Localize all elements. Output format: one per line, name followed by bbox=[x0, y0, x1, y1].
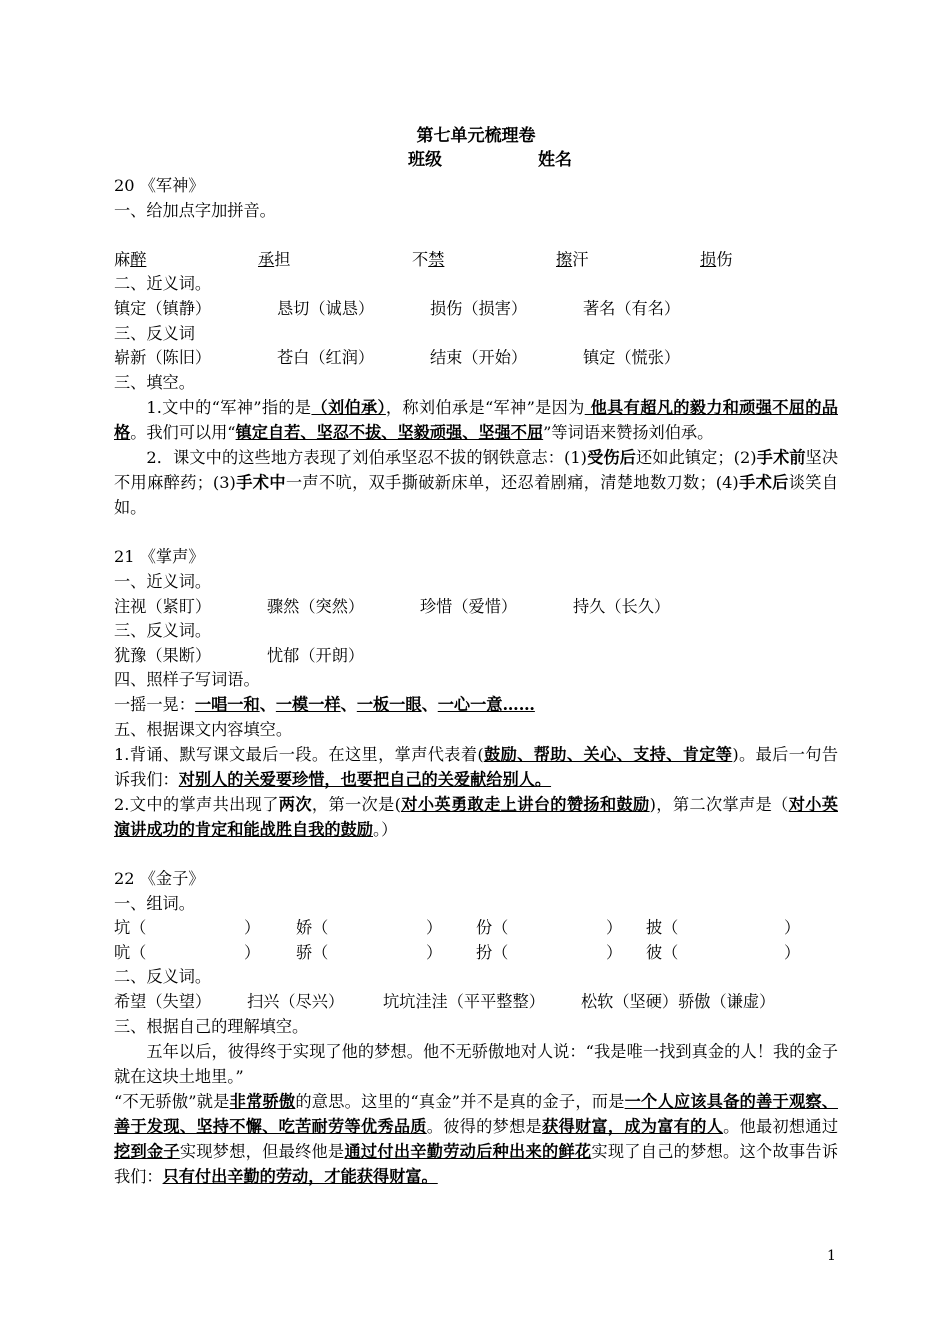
l21-section-antonyms: 三、反义词。 bbox=[114, 621, 212, 641]
l20-section-antonyms: 三、反义词 bbox=[114, 323, 195, 343]
l21-section-pattern: 四、照样子写词语。 bbox=[114, 670, 260, 690]
antonym-pair: 苍白（红润） bbox=[277, 348, 375, 368]
l20-synonyms-row bbox=[114, 297, 838, 322]
synonym-pair: 持久（长久） bbox=[573, 596, 671, 616]
synonym-pair: 珍惜（爱惜） bbox=[420, 596, 518, 616]
answer: 受伤后 bbox=[587, 448, 636, 468]
word-char: 扮（ bbox=[476, 942, 509, 962]
l20-section-synonyms: 二、近义词。 bbox=[114, 274, 212, 294]
l22-section-words: 一、组词。 bbox=[114, 893, 195, 913]
answer: 鼓励、帮助、关心、支持、肯定等 bbox=[483, 745, 733, 765]
antonym-pair: 崭新（陈旧） bbox=[114, 348, 212, 368]
lesson-22-heading: 22 《金子》 bbox=[114, 869, 205, 889]
l22-word-row-1: 坑（ ） 娇（ ） 份（ ） 披（ ） bbox=[114, 916, 838, 941]
answer: 获得财富，成为富有的人 bbox=[542, 1117, 724, 1137]
l22-section-antonyms: 二、反义词。 bbox=[114, 967, 212, 987]
pinyin-word: 擦汗 bbox=[556, 249, 589, 269]
antonym-pair: 镇定（慌张） bbox=[583, 348, 681, 368]
answer: 对小英勇敢走上讲台的赞扬和鼓励 bbox=[400, 795, 650, 815]
l21-question-1: 1.背诵、默写课文最后一段。在这里，掌声代表着(鼓励、帮助、关心、支持、肯定等)。最后一句告诉我们：对别人的关爱要珍惜，也要把自己的关爱献给别人。 bbox=[114, 745, 839, 790]
answer: 手术前 bbox=[756, 448, 806, 468]
answer: 两次 bbox=[278, 795, 312, 815]
word-char: 披（ bbox=[646, 918, 679, 938]
answer: （刘伯承） bbox=[311, 398, 386, 418]
word-char: 彼（ bbox=[646, 942, 679, 962]
answer: 通过付出辛勤劳动后种出来的鲜花 bbox=[344, 1142, 592, 1162]
class-label: 班级 bbox=[408, 150, 442, 170]
synonym-pair: 著名（有名） bbox=[583, 298, 681, 318]
l22-section-fill: 三、根据自己的理解填空。 bbox=[114, 1016, 309, 1036]
l21-synonyms-row bbox=[114, 595, 838, 620]
l20-pinyin-row bbox=[114, 248, 838, 273]
l21-antonyms-row bbox=[114, 644, 838, 669]
antonym-pair: 松软（坚硬）骄傲（谦虚） bbox=[581, 992, 776, 1012]
pinyin-word: 承担 bbox=[258, 249, 291, 269]
answer: 一唱一和 bbox=[194, 694, 260, 714]
lesson-21-heading: 21 《掌声》 bbox=[114, 547, 205, 567]
l20-question-1: 1.文中的“军神”指的是（刘伯承），称刘伯承是“军神”是因为 他具有超凡的毅力和顽强不屈的品格。我们可以用“镇定自若、坚忍不拔、坚毅顽强、坚强不屈”等词语来赞扬刘伯承。 bbox=[114, 398, 838, 443]
antonym-pair: 希望（失望） bbox=[114, 992, 212, 1012]
page-number: 1 bbox=[827, 1248, 836, 1264]
antonym-pair: 犹豫（果断） bbox=[114, 645, 212, 665]
l21-section-fill: 五、根据课文内容填空。 bbox=[114, 719, 293, 739]
word-char: 娇（ bbox=[296, 918, 329, 938]
answer: 只有付出辛勤的劳动，才能获得财富。 bbox=[162, 1167, 438, 1187]
l22-word-row-2: 吭（ ） 骄（ ） 扮（ ） 彼（ ） bbox=[114, 941, 838, 966]
antonym-pair: 忧郁（开朗） bbox=[267, 645, 365, 665]
synonym-pair: 镇定（镇静） bbox=[114, 298, 212, 318]
answer: 一板一眼 bbox=[356, 694, 422, 714]
synonym-pair: 注视（紧盯） bbox=[114, 596, 212, 616]
worksheet-page bbox=[114, 124, 838, 1189]
synonym-pair: 损伤（损害） bbox=[430, 298, 528, 318]
answer: 对小英演讲成功的肯定和能战胜自我的鼓励 bbox=[114, 795, 838, 840]
l22-antonyms-row bbox=[114, 990, 838, 1015]
word-char: 骄（ bbox=[296, 942, 329, 962]
l21-question-2: 2.文中的掌声共出现了两次，第一次是(对小英勇敢走上讲台的赞扬和鼓励)，第二次掌声是（对小英演讲成功的肯定和能战胜自我的鼓励。） bbox=[114, 795, 838, 840]
answer: 手术中 bbox=[235, 473, 286, 493]
antonym-pair: 结束（开始） bbox=[430, 348, 528, 368]
l20-section-pinyin: 一、给加点字加拼音。 bbox=[114, 200, 276, 220]
worksheet-title: 第七单元梳理卷 bbox=[416, 126, 536, 146]
answer: 非常骄傲 bbox=[229, 1092, 296, 1112]
synonym-pair: 恳切（诚恳） bbox=[277, 298, 375, 318]
antonym-pair: 坑坑洼洼（平平整整） bbox=[383, 992, 545, 1012]
l21-section-synonyms: 一、近义词。 bbox=[114, 571, 212, 591]
pinyin-word: 损伤 bbox=[700, 249, 733, 269]
answer: 挖到金子 bbox=[114, 1142, 180, 1162]
name-label: 姓名 bbox=[538, 150, 572, 170]
l20-antonyms-row bbox=[114, 346, 838, 371]
pinyin-word: 麻醉 bbox=[114, 249, 147, 269]
answer: 一模一样 bbox=[275, 694, 341, 714]
word-char: 份（ bbox=[476, 918, 509, 938]
pinyin-word: 不禁 bbox=[412, 249, 445, 269]
answer: 他具有超凡的毅力和顽强不屈的品格 bbox=[114, 398, 838, 443]
answer: 镇定自若、坚忍不拔、坚毅顽强、坚强不屈 bbox=[235, 423, 544, 443]
class-name-line bbox=[114, 148, 838, 174]
l22-quote: 五年以后，彼得终于实现了他的梦想。他不无骄傲地对人说：“我是唯一找到真金的人！我的金子就在这块土地里。” bbox=[114, 1042, 838, 1087]
lesson-20-heading: 20 《军神》 bbox=[114, 176, 205, 195]
l21-pattern-answers: 一摇一晃：一唱一和、一模一样、一板一眼、一心一意…… bbox=[114, 694, 535, 714]
word-char: 吭（ bbox=[114, 942, 147, 962]
answer: 一个人应该具备的善于观察、善于发现、坚持不懈、吃苦耐劳等优秀品质 bbox=[114, 1092, 838, 1137]
word-char: 坑（ bbox=[114, 918, 147, 938]
answer: 一心一意 bbox=[437, 694, 503, 714]
antonym-pair: 扫兴（尽兴） bbox=[247, 992, 345, 1012]
l20-question-2: 2．课文中的这些地方表现了刘伯承坚忍不拔的钢铁意志：(1)受伤后还如此镇定；(2)手术前坚决不用麻醉药；(3)手术中一声不吭，双手撕破新床单，还忍着剧痛，清楚地数刀数；(4)手术后谈笑自如。 bbox=[114, 448, 839, 518]
answer: 对别人的关爱要珍惜，也要把自己的关爱献给别人。 bbox=[178, 770, 552, 790]
answer: 手术后 bbox=[738, 473, 789, 493]
l22-question: “不无骄傲”就是非常骄傲的意思。这里的“真金”并不是真的金子，而是一个人应该具备的善于观察、善于发现、坚持不懈、吃苦耐劳等优秀品质。彼得的梦想是获得财富，成为富有的人。他最初想通过挖到金子实现梦想，但最终他是通过付出辛勤劳动后种出来的鲜花实现了自己的梦想。这个故事告诉我们：只有付出辛勤的劳动，才能获得财富。 bbox=[114, 1092, 839, 1187]
synonym-pair: 骤然（突然） bbox=[267, 596, 365, 616]
l20-section-fill: 三、填空。 bbox=[114, 372, 195, 392]
